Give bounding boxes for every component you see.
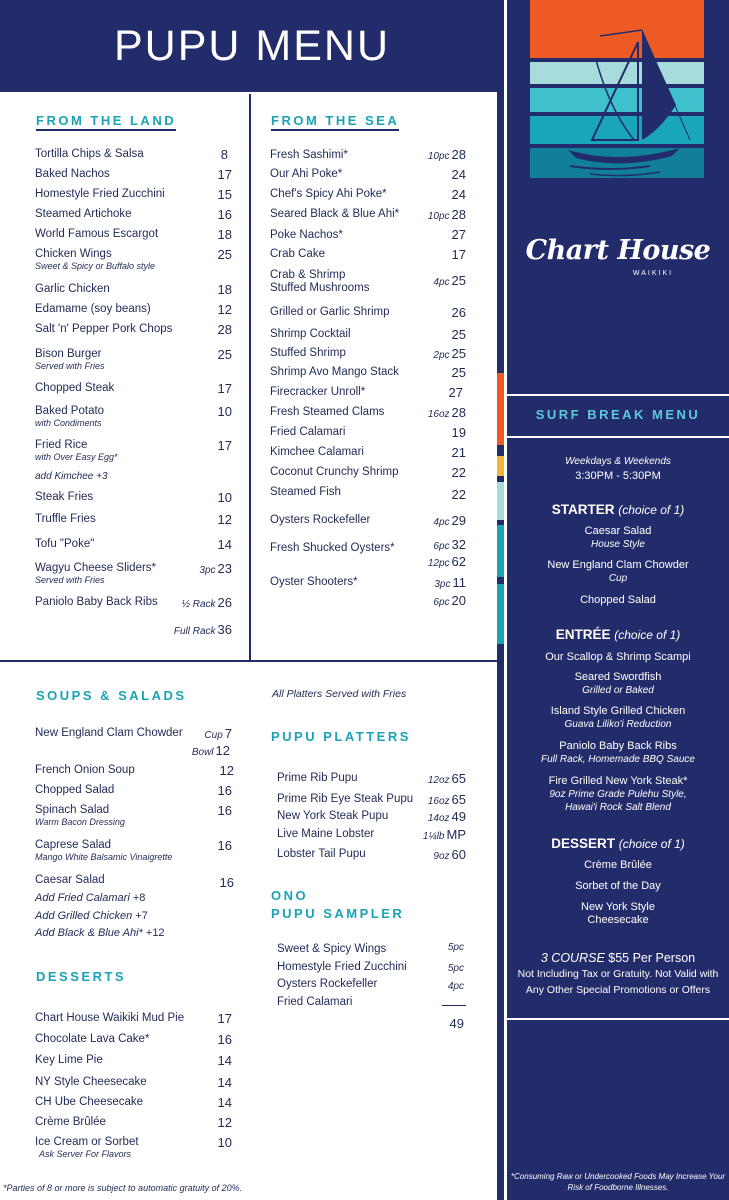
sampler-item-name: Fried Calamari [277, 996, 353, 1008]
dessert-item-name: Chocolate Lava Cake* [35, 1033, 150, 1045]
platter-item-size: 9oz [433, 851, 450, 862]
surf-days: Weekdays & Weekends [565, 456, 671, 467]
sunset-logo-art [530, 0, 704, 178]
sampler-title-line1: ONO [271, 888, 309, 903]
land-section-title: FROM THE LAND [36, 113, 176, 131]
sea-item-name: Our Ahi Poke* [270, 168, 343, 180]
land-item-name [35, 248, 155, 272]
sea-item-name: Grilled or Garlic Shrimp [270, 306, 390, 318]
entree-item: Island Style Grilled Chicken [550, 705, 686, 717]
land-item-price: 14 [217, 537, 232, 552]
sea-item-size: 4pc [433, 277, 450, 288]
platter-item-price-value: 60 [451, 847, 466, 862]
sea-item-name: Seared Black & Blue Ahi* [270, 208, 400, 220]
sea-item-price [400, 406, 466, 421]
soup-addon-price: +7 [135, 910, 148, 922]
entree-item-sub: Grilled or Baked [582, 685, 654, 696]
soup-item-price: 16 [219, 875, 234, 890]
dessert-heading [507, 836, 729, 852]
starter-item: New England Clam Chowder [547, 559, 689, 571]
sea-item-name: Oysters Rockefeller [270, 514, 371, 526]
soup-item-price: 16 [217, 803, 232, 818]
entree-choice: (choice of 1) [614, 628, 681, 642]
land-item-name: Truffle Fries [35, 513, 96, 525]
entree-item: Paniolo Baby Back Ribs [559, 740, 677, 752]
accent-stripe-yellow [497, 456, 504, 476]
platter-item-name: New York Steak Pupu [277, 810, 389, 822]
surf-break-title: SURF BREAK MENU [535, 407, 701, 422]
land-item-size: 3pc [199, 565, 216, 576]
panel-divider-top [507, 394, 729, 396]
entree-item-sub: 9oz Prime Grade Pulehu Style, [549, 789, 687, 800]
sea-item-price: 17 [451, 247, 466, 262]
land-item-price: 25 [217, 247, 232, 262]
sea-item-size: 6pc [433, 541, 450, 552]
sea-item-price: 26 [451, 305, 466, 320]
course-note: Not Including Tax or Gratuity. Not Valid with [517, 968, 719, 980]
sea-item-size: 6pc [433, 597, 450, 608]
sea-item-price: 25 [451, 327, 466, 342]
platter-item-name: Prime Rib Pupu [277, 772, 358, 784]
soup-addon-label: Add Grilled Chicken [35, 910, 133, 922]
starter-title: STARTER [551, 502, 615, 517]
dessert-item-name: Key Lime Pie [35, 1054, 103, 1066]
land-item-size: Full Rack [173, 626, 216, 637]
platter-item-price [400, 848, 466, 863]
sampler-item-size: 5pc [447, 942, 464, 953]
sea-item-name: Stuffed Shrimp [270, 347, 346, 359]
course-label: 3 COURSE [540, 951, 605, 965]
land-item-name: Baked Nachos [35, 168, 110, 180]
platter-item-price [400, 793, 466, 808]
land-item-label: Baked Potato [35, 405, 105, 417]
sea-item-price-value: 25 [451, 273, 466, 288]
page-title: PUPU MENU [113, 22, 391, 70]
sampler-total-rule [442, 1005, 466, 1006]
soup-item-name: Chopped Salad [35, 784, 115, 796]
sea-item-size: 3pc [434, 579, 451, 590]
soup-item-size: Bowl [191, 747, 214, 758]
platter-item-price [400, 772, 466, 787]
land-item-price: 17 [217, 381, 232, 396]
sea-item-price [400, 594, 466, 609]
sea-item-price: 25 [451, 365, 466, 380]
sea-item-name: Coconut Crunchy Shrimp [270, 466, 399, 478]
dessert-choice-item: Crème Brûlée [584, 859, 652, 871]
sea-item-name: Shrimp Avo Mango Stack [270, 366, 399, 378]
sea-item-size: 2pc [433, 350, 450, 361]
dessert-item-label: Ice Cream or Sorbet [35, 1136, 139, 1148]
land-item-name: World Famous Escargot [35, 228, 159, 240]
sea-section-title: FROM THE SEA [271, 113, 399, 131]
land-item-name [35, 348, 105, 372]
entree-item: Seared Swordfish [574, 671, 662, 683]
platter-item-price-value: 49 [451, 809, 466, 824]
dessert-item-price: 16 [217, 1032, 232, 1047]
sea-item-price-value: 28 [451, 147, 466, 162]
platter-item-price [400, 828, 466, 843]
platter-item-price-value: 65 [451, 771, 466, 786]
sea-item-price-value: 11 [452, 575, 466, 590]
soup-item-price: 16 [217, 783, 232, 798]
sea-item-name: Fresh Sashimi* [270, 149, 348, 161]
land-item-name: Homestyle Fried Zucchini [35, 188, 165, 200]
starter-item-sub: Cup [608, 573, 628, 584]
land-item-name: Paniolo Baby Back Ribs [35, 596, 158, 608]
sea-item-price [400, 347, 466, 362]
chart-house-logo: Chart House [525, 235, 711, 266]
sea-item-name: Oyster Shooters* [270, 576, 358, 588]
land-item-price: 17 [217, 167, 232, 182]
platter-item-size: 14oz [427, 813, 450, 824]
sea-item-price-value: 32 [451, 537, 466, 552]
sea-item-name: Kimchee Calamari [270, 446, 364, 458]
soup-item-label: Caprese Salad [35, 839, 112, 851]
sea-item-name: Fresh Shucked Oysters* [270, 542, 395, 554]
dessert-item-sub: Ask Server For Flavors [39, 1149, 132, 1159]
soup-item-price-value: 7 [224, 726, 232, 741]
sea-item-price [400, 274, 466, 289]
sea-item-price: 27 [451, 227, 466, 242]
land-item-price: 16 [217, 207, 232, 222]
entree-item: Fire Grilled New York Steak* [548, 775, 688, 787]
land-item-name: Chopped Steak [35, 382, 115, 394]
land-item-price: 17 [217, 438, 232, 453]
sea-item-price [400, 514, 466, 529]
accent-stripe-orange [497, 373, 504, 445]
dessert-choice-item: Cheesecake [587, 914, 649, 926]
platters-section-title: PUPU PLATTERS [271, 729, 411, 744]
land-item-price-value: 23 [217, 561, 232, 576]
menu-header [0, 0, 504, 88]
sampler-item-size: 4pc [447, 981, 464, 992]
land-item-label: Fried Rice [35, 439, 88, 451]
starter-choice: (choice of 1) [618, 503, 685, 517]
soup-item-price-value: 12 [215, 743, 230, 758]
soup-item-price [160, 744, 230, 759]
land-item-price-value: 36 [217, 622, 232, 637]
sea-item-price-value: 25 [451, 346, 466, 361]
dessert-item-name: CH Ube Cheesecake [35, 1096, 144, 1108]
sea-item-price [400, 576, 466, 591]
dessert-item-price: 17 [217, 1011, 232, 1026]
soup-addon-label: Add Black & Blue Ahi* [35, 927, 143, 939]
sea-item-price [400, 538, 466, 553]
land-item-price: 8 [220, 147, 228, 162]
sea-item-price: 24 [451, 187, 466, 202]
land-item-price: 18 [217, 282, 232, 297]
sea-item-name: Firecracker Unroll* [270, 386, 366, 398]
entree-heading [507, 627, 729, 643]
sea-item-name: Crab Cake [270, 248, 325, 260]
soup-addon [35, 892, 145, 905]
soup-addon [35, 910, 148, 923]
sea-item-name: Poke Nachos* [270, 229, 343, 241]
entree-item-sub: Guava Liliko'i Reduction [564, 719, 672, 730]
land-item-price: 28 [217, 322, 232, 337]
starter-heading [507, 502, 729, 518]
sailboat-icon [530, 0, 704, 178]
soup-item-sub: Mango White Balsamic Vinaigrette [35, 852, 173, 862]
sampler-item-size: 5pc [447, 963, 464, 974]
sea-item-name: Shrimp Cocktail [270, 328, 351, 340]
chart-house-logo-sub: WAIKIKI [632, 270, 674, 277]
sea-item-size: 4pc [433, 517, 450, 528]
land-item-price: 10 [217, 490, 232, 505]
course-price-line [507, 951, 729, 965]
land-item-name: Salt 'n' Pepper Pork Chops [35, 323, 173, 335]
sea-item-label: Crab & Shrimp [270, 269, 346, 281]
sea-item-size: 16oz [427, 409, 450, 420]
sea-item-price: 21 [451, 445, 466, 460]
entree-title: ENTRÉE [555, 627, 611, 642]
dessert-item-price: 14 [217, 1075, 232, 1090]
land-item-price: 25 [217, 347, 232, 362]
panel-divider-under-title [507, 436, 729, 438]
raw-food-warning: *Consuming Raw or Undercooked Foods May Increase Your [510, 1172, 726, 1181]
dessert-choice: (choice of 1) [618, 837, 685, 851]
land-item-name: Steak Fries [35, 491, 94, 503]
sea-item-name: Chef's Spicy Ahi Poke* [270, 188, 387, 200]
sea-item-price: 19 [451, 425, 466, 440]
course-price: $55 Per Person [608, 951, 696, 965]
land-item-sub: with Condiments [35, 418, 102, 428]
platter-item-size: 12oz [427, 775, 450, 786]
soup-item-sub: Warm Bacon Dressing [35, 817, 125, 827]
course-note: Any Other Special Promotions or Offers [525, 984, 711, 996]
soup-item-size: Cup [204, 730, 223, 741]
entree-item-sub: Hawai'i Rock Salt Blend [565, 802, 671, 813]
sampler-price: 49 [449, 1016, 464, 1031]
entree-item-sub: Full Rack, Homemade BBQ Sauce [541, 754, 695, 765]
soup-addon-price: +8 [132, 892, 146, 904]
land-item-sub: with Over Easy Egg* [35, 452, 118, 462]
sea-item-size: 10pc [427, 151, 450, 162]
sampler-item-name: Homestyle Fried Zucchini [277, 961, 407, 973]
sea-item-price-value: 28 [451, 207, 466, 222]
starter-item: Chopped Salad [580, 594, 656, 606]
dessert-item-name: Crème Brûlée [35, 1116, 106, 1128]
panel-divider-bottom [507, 1018, 729, 1020]
land-addon: add Kimchee +3 [35, 471, 108, 482]
sea-item-size: 10pc [427, 211, 450, 222]
land-item-name [35, 562, 156, 586]
dessert-choice-item: Sorbet of the Day [575, 880, 661, 892]
dessert-item-price: 12 [217, 1115, 232, 1130]
accent-stripe-teal [497, 525, 504, 577]
sea-item-price: 22 [451, 487, 466, 502]
platter-item-price [400, 810, 466, 825]
platter-item-size: 16oz [427, 796, 450, 807]
sampler-title-line2: PUPU SAMPLER [271, 906, 405, 921]
accent-stripe-aqua [497, 482, 504, 520]
land-item-sub: Sweet & Spicy or Buffalo style [35, 261, 156, 271]
sea-item-price [400, 555, 466, 570]
frame-right-border [497, 88, 504, 1200]
land-item-price: 12 [217, 512, 232, 527]
sea-item-name: Fresh Steamed Clams [270, 406, 385, 418]
dessert-item-name: NY Style Cheesecake [35, 1076, 147, 1088]
dessert-item-price: 10 [217, 1135, 232, 1150]
land-item-name [35, 439, 118, 463]
sampler-item-name: Oysters Rockefeller [277, 978, 378, 990]
land-item-label: Bison Burger [35, 348, 102, 360]
sea-item-price-value: 28 [451, 405, 466, 420]
land-item-price [140, 596, 232, 611]
platter-item-name: Lobster Tail Pupu [277, 848, 366, 860]
sea-item-size: 12pc [427, 558, 450, 569]
platter-item-price-value: MP [446, 827, 466, 842]
soup-item-label: Spinach Salad [35, 804, 110, 816]
land-item-price [160, 562, 232, 577]
accent-stripe-teal-2 [497, 584, 504, 644]
land-item-sub: Served with Fries [35, 361, 105, 371]
land-item-price-value: 26 [217, 595, 232, 610]
gratuity-note: *Parties of 8 or more is subject to automatic gratuity of 20%. [3, 1183, 243, 1193]
land-item-price: 12 [217, 302, 232, 317]
sea-item-name [270, 269, 370, 295]
soup-item-name [35, 804, 125, 828]
soup-addon-price: +12 [145, 927, 165, 939]
soup-item-name [35, 839, 172, 863]
soup-item-name: New England Clam Chowder [35, 727, 183, 739]
soup-addon-label: Add Fried Calamari [35, 892, 130, 904]
sea-item-price-value: 62 [451, 554, 466, 569]
land-item-name: Garlic Chicken [35, 283, 110, 295]
entree-item: Our Scallop & Shrimp Scampi [545, 651, 691, 663]
dessert-choice-item: New York Style [581, 901, 655, 913]
sea-item-price: 22 [451, 465, 466, 480]
sea-item-label-2: Stuffed Mushrooms [270, 282, 370, 294]
land-item-price: 15 [217, 187, 232, 202]
sea-item-price: 27 [448, 385, 463, 400]
soups-section-title: SOUPS & SALADS [36, 688, 187, 703]
land-item-name: Steamed Artichoke [35, 208, 132, 220]
sea-item-name: Steamed Fish [270, 486, 341, 498]
dessert-item-name [35, 1136, 139, 1160]
starter-item: Caesar Salad [584, 525, 652, 537]
sampler-item-name: Sweet & Spicy Wings [277, 943, 387, 955]
surf-time: 3:30PM - 5:30PM [575, 470, 661, 482]
desserts-section-title: DESSERTS [36, 969, 127, 984]
land-item-name: Tofu "Poke" [35, 538, 95, 550]
dessert-item-price: 14 [217, 1053, 232, 1068]
land-item-size: ½ Rack [181, 599, 216, 610]
soup-item-price [170, 727, 232, 742]
sea-item-name: Fried Calamari [270, 426, 346, 438]
land-item-name: Edamame (soy beans) [35, 303, 151, 315]
soup-addon [35, 927, 165, 940]
soup-item-name: Caesar Salad [35, 874, 105, 886]
section-divider [0, 660, 497, 662]
land-item-price: 10 [217, 404, 232, 419]
land-item-label: Chicken Wings [35, 248, 112, 260]
platter-item-size: 1¼lb [422, 831, 445, 842]
land-item-name: Tortilla Chips & Salsa [35, 148, 144, 160]
sea-item-price: 24 [451, 167, 466, 182]
platter-item-name: Live Maine Lobster [277, 828, 375, 840]
dessert-title: DESSERT [551, 836, 615, 851]
sea-item-price [400, 208, 466, 223]
land-item-price: 18 [217, 227, 232, 242]
dessert-item-price: 14 [217, 1095, 232, 1110]
sea-item-price-value: 29 [451, 513, 466, 528]
land-item-name [35, 405, 104, 429]
land-item-price [140, 623, 232, 638]
platters-note: All Platters Served with Fries [272, 688, 407, 700]
starter-item-sub: House Style [591, 539, 645, 550]
soup-item-price: 12 [219, 763, 234, 778]
sea-item-price-value: 20 [451, 593, 466, 608]
land-item-sub: Served with Fries [35, 575, 105, 585]
sea-item-price [400, 148, 466, 163]
dessert-item-name: Chart House Waikiki Mud Pie [35, 1012, 185, 1024]
platter-item-name: Prime Rib Eye Steak Pupu [277, 793, 414, 805]
soup-item-name: French Onion Soup [35, 764, 135, 776]
soup-item-price: 16 [217, 838, 232, 853]
raw-food-warning: Risk of Foodborne Illnesses. [567, 1183, 669, 1192]
land-item-label: Wagyu Cheese Sliders* [35, 562, 157, 574]
column-divider [249, 94, 251, 662]
platter-item-price-value: 65 [451, 792, 466, 807]
